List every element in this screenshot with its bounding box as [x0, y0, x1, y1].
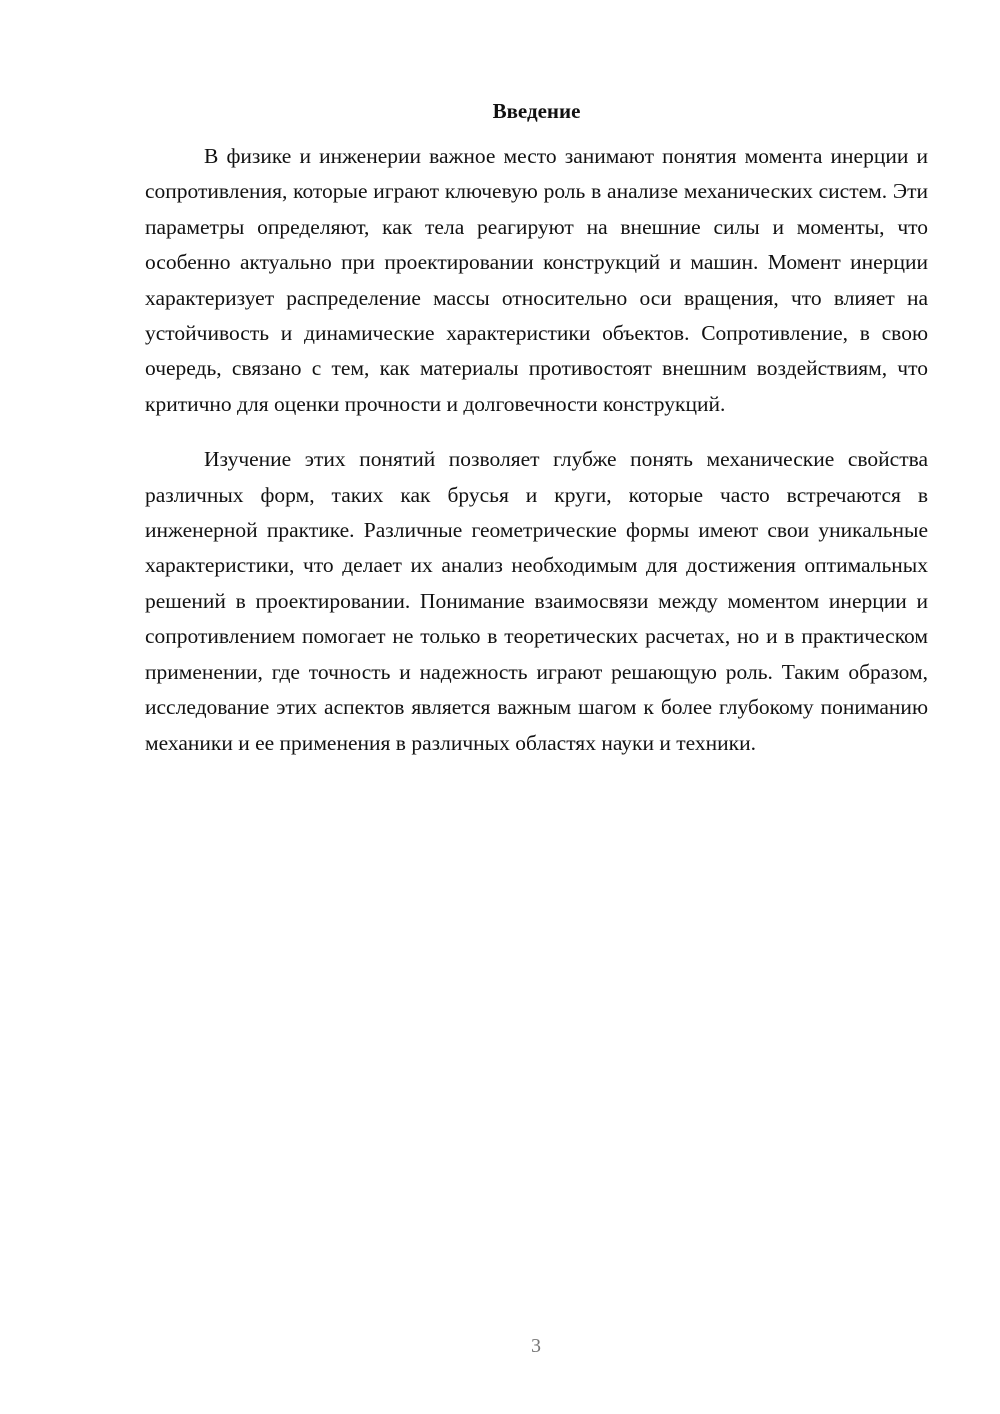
page-number: 3	[531, 1335, 541, 1357]
section-heading: Введение	[492, 99, 581, 123]
paragraph-study: Изучение этих понятий позволяет глубже понять механические свойства различных форм, таких как брусья и круги, которые часто встречаются в инженерной практике. Различные геометрические формы имеют свои уникальные характеристики, что делает их анализ необходимым для достижения оптимальных решений в проектировании. Понимание взаимосвязи между моментом инерции и сопротивлением помогает не только в теоретических расчетах, но и в практическом применении, где точность и надежность играют решающую роль. Таким образом, исследование этих аспектов является важным шагом к более глубокому пониманию механики и ее применения в различных областях науки и техники.	[145, 447, 928, 755]
page-content	[145, 96, 928, 761]
paragraph-intro: В физике и инженерии важное место занимают понятия момента инерции и сопротивления, которые играют ключевую роль в анализе механических систем. Эти параметры определяют, как тела реагируют на внешние силы и моменты, что особенно актуально при проектировании конструкций и машин. Момент инерции характеризует распределение массы относительно оси вращения, что влияет на устойчивость и динамические характеристики объектов. Сопротивление, в свою очередь, связано с тем, как материалы противостоят внешним воздействиям, что критично для оценки прочности и долговечности конструкций.	[145, 144, 928, 416]
